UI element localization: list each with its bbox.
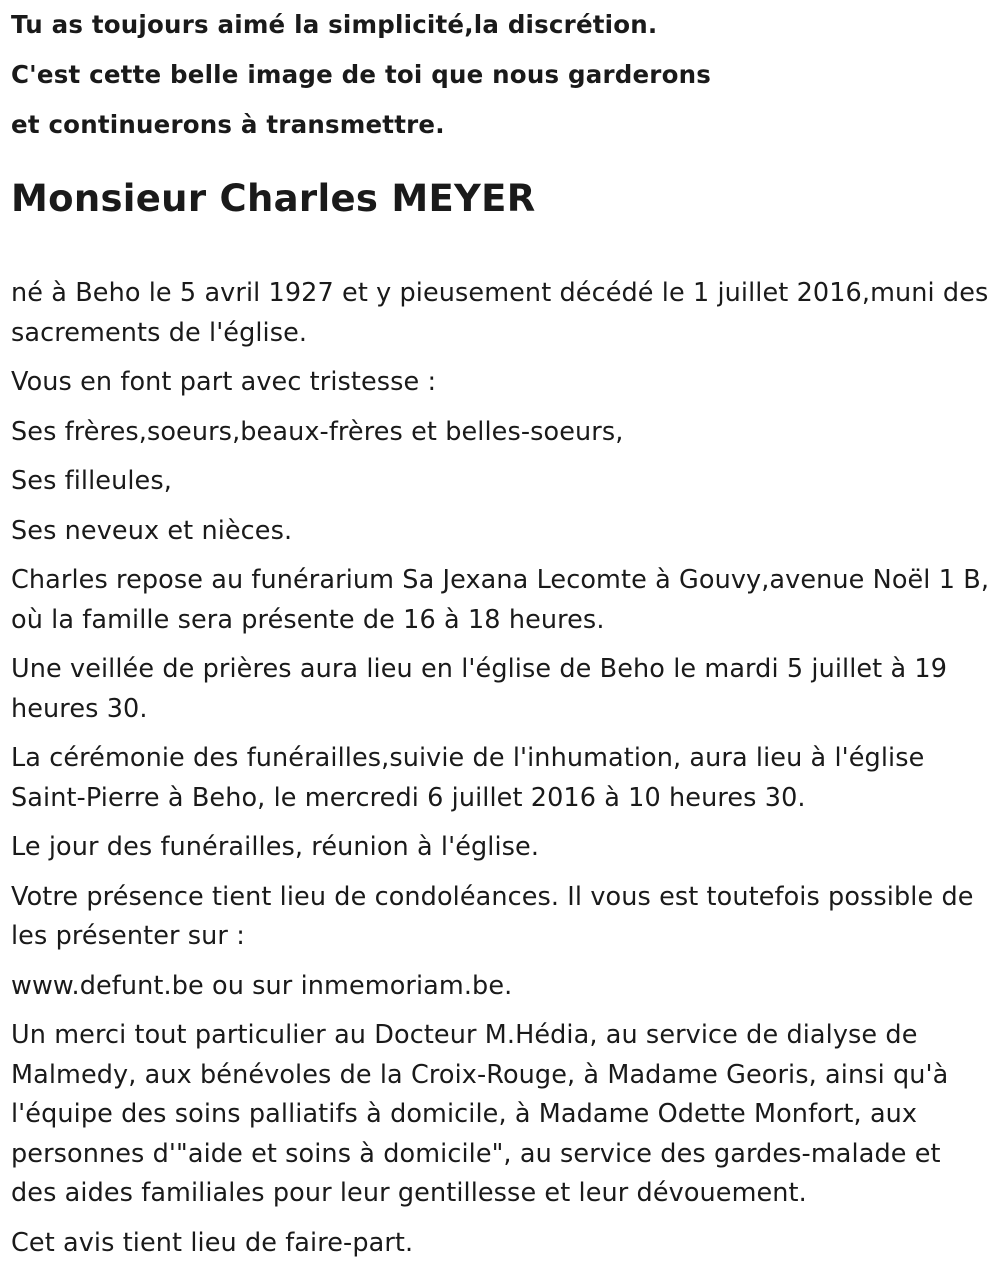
closing-paragraph: Cet avis tient lieu de faire-part. — [11, 1227, 414, 1258]
epitaph-quote — [11, 0, 993, 150]
epitaph-line-1: Tu as toujours aimé la simplicité,la discrétion. — [11, 10, 658, 39]
announcement-paragraph: Vous en font part avec tristesse : — [11, 367, 437, 397]
condolences-paragraph: Votre présence tient lieu de condoléances. Il vous est toutefois possible de les présenter sur : — [11, 881, 974, 951]
family-goddaughters-paragraph: Ses filleules, — [11, 466, 172, 496]
family-siblings-paragraph: Ses frères,soeurs,beaux-frères et belles-soeurs, — [11, 416, 624, 447]
family-nephews-paragraph: Ses neveux et nièces. — [11, 515, 293, 546]
birth-death-paragraph: né à Beho le 5 avril 1927 et y pieusement décédé le 1 juillet 2016,muni des sacrements de l'église. — [11, 278, 989, 348]
thanks-paragraph: Un merci tout particulier au Docteur M.Hédia, au service de dialyse de Malmedy, aux bénévoles de la Croix-Rouge, à Madame Georis, ainsi qu'à l'équipe des soins palliatifs à domicile, à Madame Odette Monfort, aux personnes d'"aide et soins à domicile", au service des gardes-malade et des aides familiales pour leur gentillesse et leur dévouement. — [11, 1020, 949, 1208]
funeral-ceremony-paragraph: La cérémonie des funérailles,suivie de l'inhumation, aura lieu à l'église Saint-Pierre à Beho, le mercredi 6 juillet 2016 à 10 heures 30. — [11, 743, 925, 813]
condolence-websites-paragraph: www.defunt.be ou sur inmemoriam.be. — [11, 970, 513, 1001]
obituary-notice — [11, 0, 993, 1273]
epitaph-line-3: et continuerons à transmettre. — [11, 110, 445, 139]
deceased-name-title: Monsieur Charles MEYER — [11, 177, 536, 220]
prayer-vigil-paragraph: Une veillée de prières aura lieu en l'église de Beho le mardi 5 juillet à 19 heures 30. — [11, 654, 948, 724]
epitaph-line-2: C'est cette belle image de toi que nous garderons — [11, 60, 712, 89]
meeting-paragraph: Le jour des funérailles, réunion à l'église. — [11, 832, 540, 862]
notice-body — [11, 274, 993, 1263]
funeral-home-paragraph: Charles repose au funérarium Sa Jexana Lecomte à Gouvy,avenue Noël 1 B, où la famille sera présente de 16 à 18 heures. — [11, 565, 990, 635]
